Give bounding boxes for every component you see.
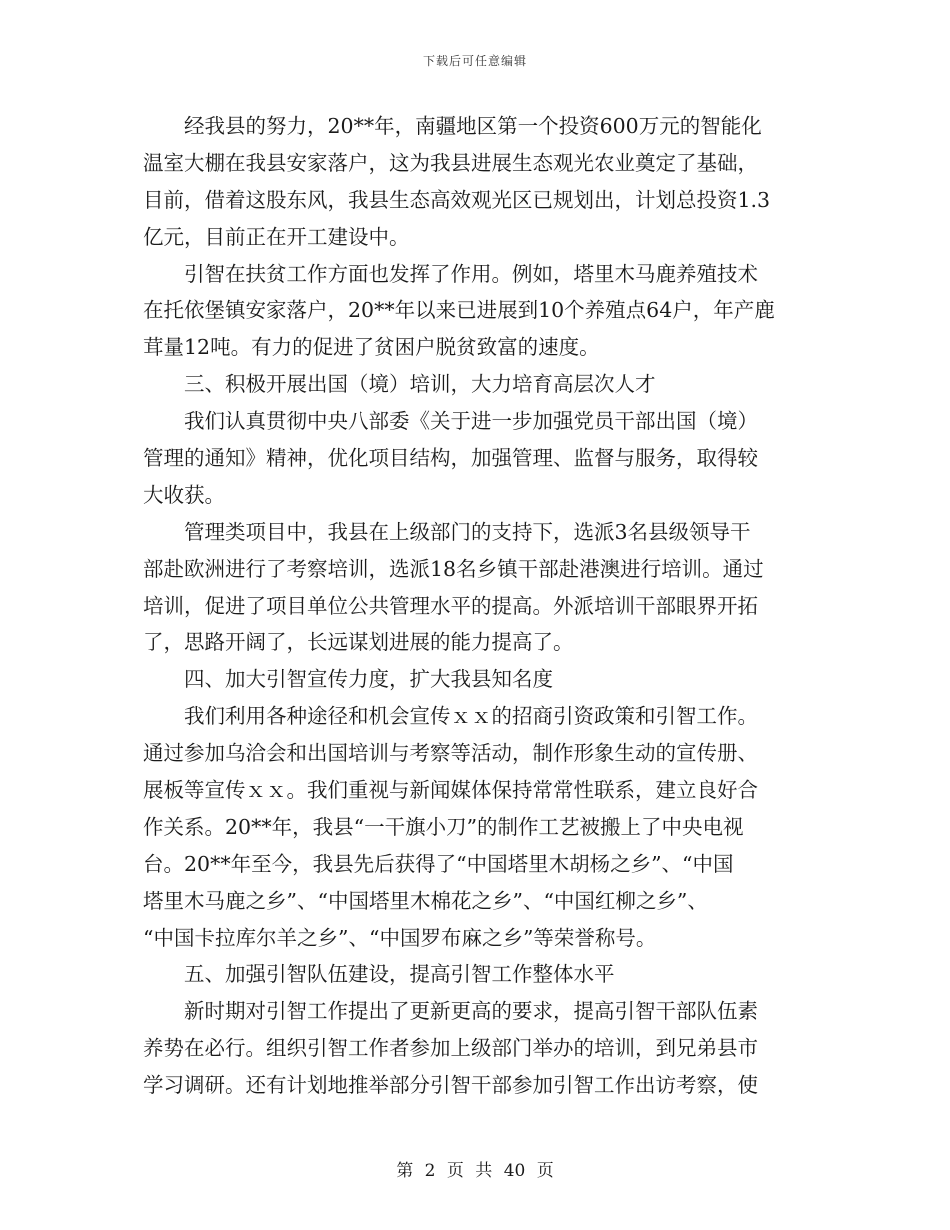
page-number-footer: 第 2 页 共 40 页 bbox=[396, 1161, 554, 1181]
text-line: 大收获。 bbox=[143, 482, 225, 507]
text-line: 作关系。20**年，我县“一干旗小刀”的制作工艺被搬上了中央电视 bbox=[143, 814, 744, 839]
page-header-note: 下载后可任意编辑 bbox=[422, 54, 527, 68]
text-line: 经我县的努力，20**年，南疆地区第一个投资600万元的智能化 bbox=[184, 114, 762, 138]
text-line: 通过参加乌洽会和出国培训与考察等活动，制作形象生动的宣传册、 bbox=[143, 741, 758, 766]
text-line: 台。20**年至今，我县先后获得了“中国塔里木胡杨之乡”、“中国 bbox=[143, 851, 734, 876]
text-line: 我们利用各种途径和机会宣传ｘｘ的招商引资政策和引智工作。 bbox=[184, 704, 758, 729]
text-line: 亿元，目前正在开工建设中。 bbox=[143, 224, 410, 249]
text-line: 管理类项目中，我县在上级部门的支持下，选派3名县级领导干 bbox=[184, 519, 751, 544]
text-line: 展板等宣传ｘｘ。我们重视与新闻媒体保持常常性联系，建立良好合 bbox=[143, 778, 758, 803]
text-line: 引智在扶贫工作方面也发挥了作用。例如，塔里木马鹿养殖技术 bbox=[184, 261, 758, 286]
text-line: 茸量12吨。有力的促进了贫困户脱贫致富的速度。 bbox=[143, 335, 600, 360]
text-line: “中国卡拉库尔羊之乡”、“中国罗布麻之乡”等荣誉称号。 bbox=[143, 925, 657, 950]
text-line: 部赴欧洲进行了考察培训，选派18名乡镇干部赴港澳进行培训。通过 bbox=[143, 556, 764, 581]
text-line: 在托依堡镇安家落户，20**年以来已进展到10个养殖点64户，年产鹿 bbox=[143, 298, 775, 323]
text-line: 我们认真贯彻中央八部委《关于进一步加强党员干部出国（境） bbox=[184, 409, 758, 434]
text-line: 了，思路开阔了，长远谋划进展的能力提高了。 bbox=[143, 630, 574, 655]
document-body bbox=[143, 108, 811, 1104]
text-line: 目前，借着这股东风，我县生态高效观光区已规划出，计划总投资1.3 bbox=[143, 187, 771, 212]
text-line: 塔里木马鹿之乡”、“中国塔里木棉花之乡”、“中国红柳之乡”、 bbox=[143, 888, 708, 913]
text-line: 学习调研。还有计划地推举部分引智干部参加引智工作出访考察，使 bbox=[143, 1073, 758, 1098]
text-line: 温室大棚在我县安家落户，这为我县进展生态观光农业奠定了基础， bbox=[143, 150, 758, 175]
section-heading: 四、加大引智宣传力度，扩大我县知名度 bbox=[184, 667, 553, 692]
text-line: 培训，促进了项目单位公共管理水平的提高。外派培训干部眼界开拓 bbox=[143, 593, 758, 618]
section-heading: 五、加强引智队伍建设，提高引智工作整体水平 bbox=[184, 962, 615, 987]
text-line: 养势在必行。组织引智工作者参加上级部门举办的培训，到兄弟县市 bbox=[143, 1036, 758, 1061]
text-line: 新时期对引智工作提出了更新更高的要求，提高引智干部队伍素 bbox=[184, 999, 758, 1024]
section-heading: 三、积极开展出国（境）培训，大力培育高层次人才 bbox=[184, 372, 656, 397]
text-line: 管理的通知》精神，优化项目结构，加强管理、监督与服务，取得较 bbox=[143, 446, 758, 471]
